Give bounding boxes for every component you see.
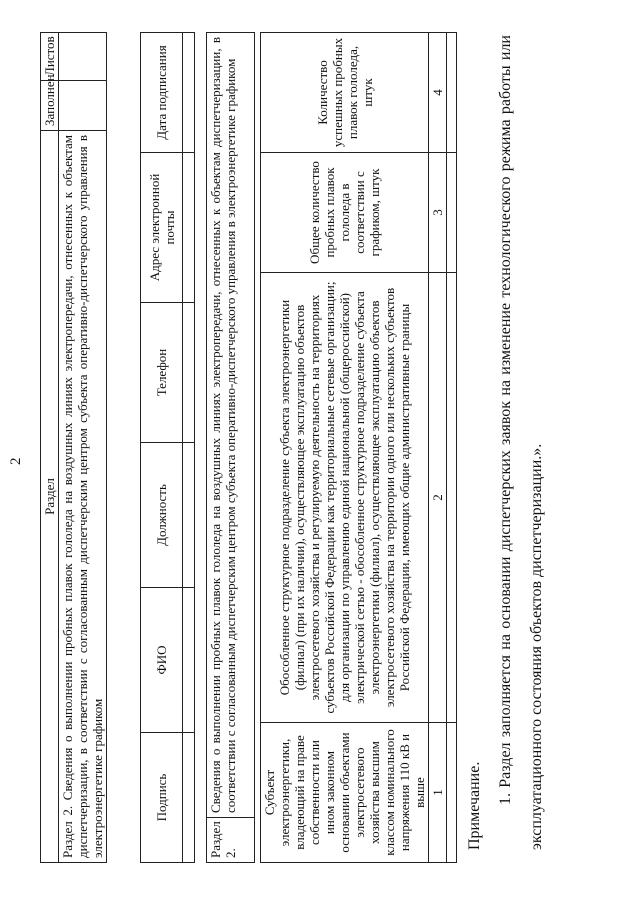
signature-table bbox=[140, 32, 195, 863]
header-podpis: Подпись bbox=[141, 733, 183, 863]
section2-title-table bbox=[206, 32, 255, 863]
main-cell-2 bbox=[447, 273, 457, 723]
column-number-1: 1 bbox=[429, 723, 447, 863]
signature-cell-4 bbox=[183, 303, 195, 443]
main-header-success: Количество успешных пробных плавок гололеда, штук bbox=[261, 33, 429, 153]
main-cell-3 bbox=[447, 153, 457, 273]
col-razdel: Раздел bbox=[41, 131, 59, 863]
signature-cell-6 bbox=[183, 33, 195, 153]
note-text: 1. Раздел заполняется на основании диспетчерских заявок на изменение технологического режима работы или эксплуатационного состояния объектов диспетчеризации.». bbox=[497, 35, 545, 850]
header-table bbox=[40, 32, 107, 863]
listov-value bbox=[59, 33, 107, 81]
zapolnen-value bbox=[59, 81, 107, 131]
note-title: Примечание. bbox=[466, 761, 483, 850]
header-date: Дата подписания bbox=[141, 33, 183, 153]
col-listov: Листов bbox=[41, 33, 59, 81]
column-number-4: 4 bbox=[429, 33, 447, 153]
signature-cell-1 bbox=[183, 733, 195, 863]
section2-text: Сведения о выполнении пробных плавок гололеда на воздушных линиях электропередачи, отнесенных к объектам диспетчеризации, в соответствии с согласованным диспетчерским центром субъекта оперативно-диспетчерского управления в электроэнергетике графиком bbox=[207, 33, 255, 818]
main-header-total: Общее количество пробных плавок гололеда в соответствии с графиком, штук bbox=[261, 153, 429, 273]
header-dolzhnost: Должность bbox=[141, 443, 183, 588]
header-email: Адрес электронной почты bbox=[141, 153, 183, 303]
signature-cell-5 bbox=[183, 153, 195, 303]
column-number-2: 2 bbox=[429, 273, 447, 723]
header-fio: ФИО bbox=[141, 588, 183, 733]
main-table bbox=[260, 32, 457, 863]
section2-label: Раздел 2. bbox=[207, 818, 255, 863]
main-header-subdivision: Обособленное структурное подразделение субъекта электроэнергетики (филиал) (при их наличии), осуществляющее эксплуатацию объектов электросетевого хозяйства и регулируемую деятельность на территориях субъектов Российской Федерации как территориальные сетевые организации; для организации по управлению единой национальной (общероссийской) электрической сетью - обособленное структурное подразделение субъекта электроэнергетики (филиал), осуществляющее эксплуатацию объектов электросетевого хозяйства на территории одного или нескольких субъектов Российской Федерации, имеющих общие административные границы bbox=[261, 273, 429, 723]
column-number-3: 3 bbox=[429, 153, 447, 273]
signature-cell-3 bbox=[183, 443, 195, 588]
page-number: 2 bbox=[8, 457, 24, 465]
main-cell-1 bbox=[447, 723, 457, 863]
col-zapolnen: Заполнен bbox=[41, 81, 59, 131]
main-cell-4 bbox=[447, 33, 457, 153]
section-cell bbox=[59, 131, 107, 863]
signature-cell-2 bbox=[183, 588, 195, 733]
main-header-subject: Субъект электроэнергетики, владеющий на праве собственности или ином законном основании объектами электросетевого хозяйства высшим классом номинального напряжения 110 кВ и выше bbox=[261, 723, 429, 863]
section-label: Раздел 2. bbox=[60, 805, 75, 858]
header-telefon: Телефон bbox=[141, 303, 183, 443]
section-text: Сведения о выполнении пробных плавок гололеда на воздушных линиях электропередачи, отнесенных к объектам диспетчеризации, в соответствии с согласованным диспетчерским центром субъекта оперативно-диспетчерского управления в электроэнергетике графиком bbox=[60, 135, 105, 858]
